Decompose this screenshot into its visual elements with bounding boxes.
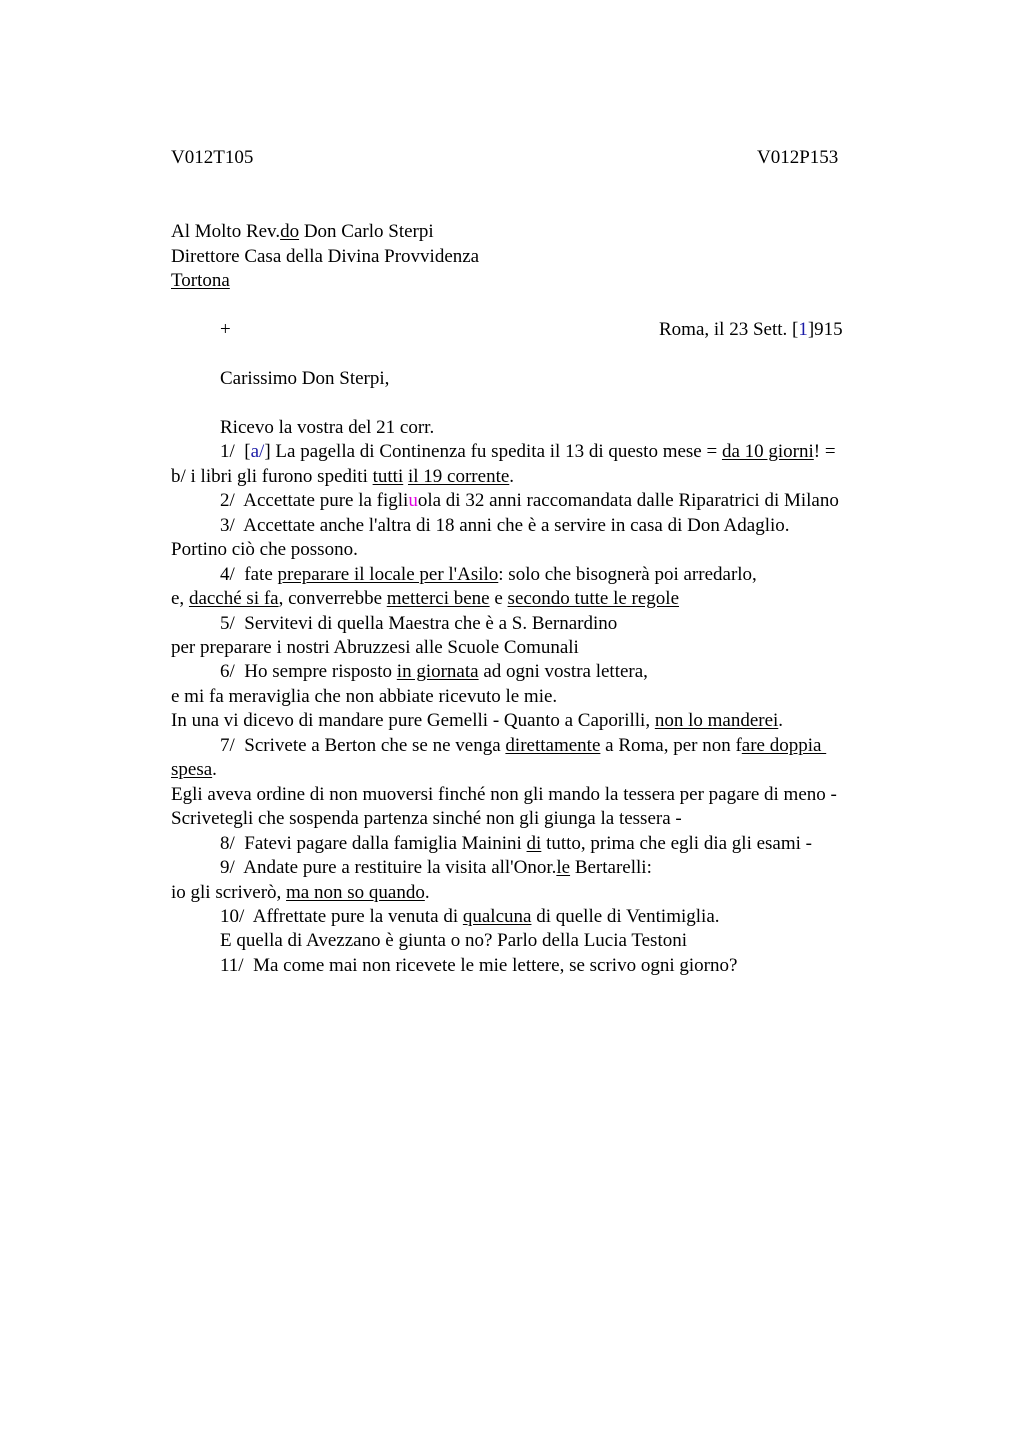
address-line-3: Tortona: [171, 270, 230, 291]
body-line: 6/ Ho sempre risposto in giornata ad ogni vostra lettera,: [220, 661, 648, 682]
body-line: 2/ Accettate pure la figliuola di 32 anni raccomandata dalle Riparatrici di Milano: [220, 490, 839, 511]
body-line: per preparare i nostri Abruzzesi alle Scuole Comunali: [171, 637, 579, 658]
body-line: 5/ Servitevi di quella Maestra che è a S. Bernardino: [220, 613, 618, 634]
cross-mark: +: [220, 319, 231, 340]
body-line: b/ i libri gli furono spediti tutti il 19 corrente.: [171, 466, 515, 487]
body-line: Egli aveva ordine di non muoversi finché non gli mando la tessera per pagare di meno -: [171, 784, 837, 805]
salutation: Carissimo Don Sterpi,: [220, 368, 390, 389]
body-line: Portino ciò che possono.: [171, 539, 358, 560]
body-line: e mi fa meraviglia che non abbiate ricevuto le mie.: [171, 686, 558, 707]
body-line: 9/ Andate pure a restituire la visita all'Onor.le Bertarelli:: [220, 857, 652, 878]
body-line: 8/ Fatevi pagare dalla famiglia Mainini di tutto, prima che egli dia gli esami -: [220, 833, 813, 854]
body-line: 10/ Affrettate pure la venuta di qualcuna di quelle di Ventimiglia.: [220, 906, 720, 927]
body-line: 3/ Accettate anche l'altra di 18 anni che è a servire in casa di Don Adaglio.: [220, 515, 790, 536]
date-line: Roma, il 23 Sett. [1]915: [659, 319, 843, 340]
body-line: Ricevo la vostra del 21 corr.: [220, 417, 435, 438]
address-line-2: Direttore Casa della Divina Provvidenza: [171, 246, 480, 267]
doc-code-right: V012P153: [757, 147, 839, 168]
body-line: 4/ fate preparare il locale per l'Asilo: solo che bisognerà poi arredarlo,: [220, 564, 757, 585]
body-line: spesa.: [171, 759, 217, 780]
doc-code-left: V012T105: [171, 147, 254, 168]
body-line: 7/ Scrivete a Berton che se ne venga direttamente a Roma, per non fare doppia: [220, 735, 827, 756]
body-line: Scrivetegli che sospenda partenza sinché non gli giunga la tessera -: [171, 808, 682, 829]
body-line: In una vi dicevo di mandare pure Gemelli - Quanto a Caporilli, non lo manderei.: [171, 710, 784, 731]
body-line: E quella di Avezzano è giunta o no? Parlo della Lucia Testoni: [220, 930, 688, 951]
body-line: e, dacché si fa, converrebbe metterci bene e secondo tutte le regole: [171, 588, 680, 609]
body-line: 1/ [a/] La pagella di Continenza fu spedita il 13 di questo mese = da 10 giorni! =: [220, 441, 836, 462]
body-line: 11/ Ma come mai non ricevete le mie lettere, se scrivo ogni giorno?: [220, 955, 738, 976]
body-line: io gli scriverò, ma non so quando.: [171, 882, 430, 903]
address-line-1: Al Molto Rev.do Don Carlo Sterpi: [171, 221, 434, 242]
